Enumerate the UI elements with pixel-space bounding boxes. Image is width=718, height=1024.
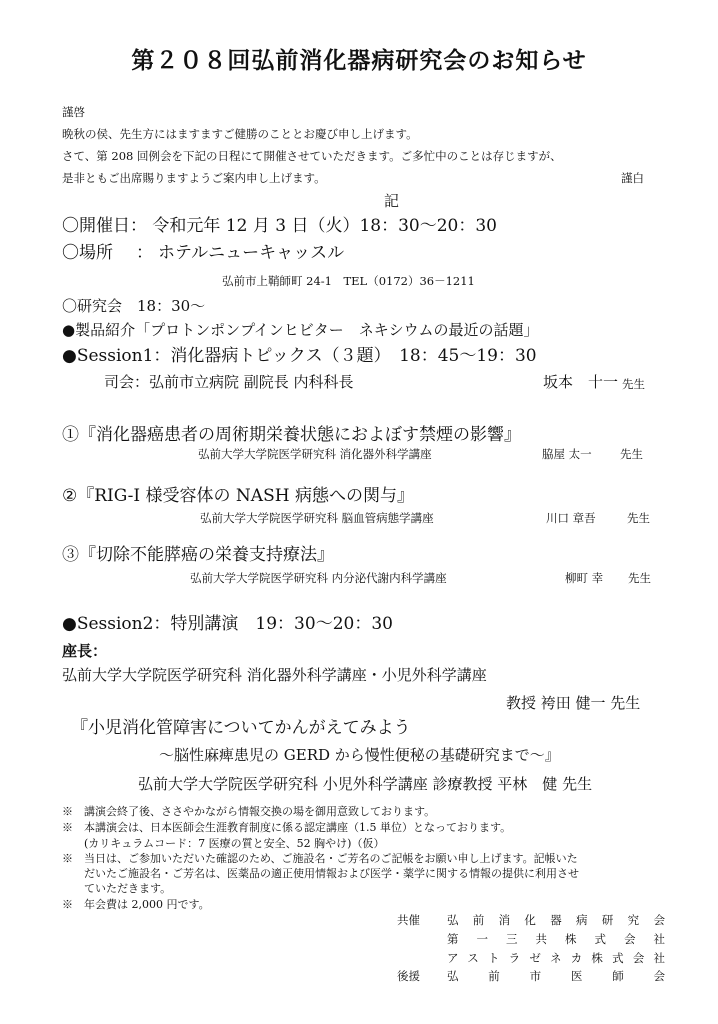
talk-3-suffix: 先生: [628, 571, 651, 585]
session1-chair-suffix: 先生: [622, 377, 645, 391]
cohost-3: アストラゼネカ株式会社: [447, 951, 665, 965]
cohost-1: 弘前消化器病研究会: [447, 913, 665, 927]
product-intro: ●製品紹介「プロトンポンプインヒビター ネキシウムの最近の話題」: [62, 321, 539, 339]
talk-1-affiliation: 弘前大学大学院医学研究科 消化器外科学講座: [198, 447, 432, 461]
session2-chair-label: 座長：: [62, 642, 108, 660]
talk-3-affiliation: 弘前大学大学院医学研究科 内分泌代謝内科学講座: [190, 571, 447, 585]
talk-2-speaker: 川口 章吾: [546, 511, 596, 525]
page-title: 第２０８回弘前消化器病研究会のお知らせ: [131, 47, 587, 74]
talk-2-title: ②『RIG-I 様受容体の NASH 病態への関与』: [62, 486, 414, 506]
note-3-end: ていただきます。: [62, 882, 172, 895]
greeting-closing: 謹白: [621, 171, 644, 185]
support-label: 後援: [397, 969, 420, 983]
greeting-line-2: さて、第 208 回例会を下記の日程にて開催させていただきます。ご多忙中のことは存じますが、: [62, 149, 562, 163]
talk-1-title: ①『消化器癌患者の周術期栄養状態におよぼす禁煙の影響』: [62, 425, 521, 445]
cohost-label: 共催: [397, 913, 420, 927]
greeting-opening: 謹啓: [62, 105, 85, 119]
session1-chair: 司会：弘前市立病院 副院長 内科科長: [104, 373, 354, 391]
talk-1-suffix: 先生: [620, 447, 643, 461]
talk-2-affiliation: 弘前大学大学院医学研究科 脳血管病態学講座: [200, 511, 434, 525]
session2-heading: ●Session2：特別講演 19：30～20：30: [62, 614, 393, 634]
note-2-cont: (カリキュラムコード：7 医療の質と安全、52 胸やけ)（仮）: [62, 837, 385, 850]
note-4: ※ 年会費は 2,000 円です。: [62, 898, 210, 911]
talk-1-speaker: 脇屋 太一: [542, 447, 592, 461]
lecture-subtitle: ～脳性麻痺患児の GERD から慢性便秘の基礎研究まで～』: [159, 746, 560, 764]
study-start: 〇研究会 18：30～: [62, 297, 206, 315]
venue-address: 弘前市上鞘師町 24-1 TEL（0172）36－1211: [222, 274, 475, 288]
greeting-line-1: 晩秋の侯、先生方にはますますご健勝のこととお慶び申し上げます。: [62, 127, 418, 141]
lecture-speaker: 弘前大学大学院医学研究科 小児外科学講座 診療教授 平林 健 先生: [138, 775, 593, 793]
talk-3-title: ③『切除不能膵癌の栄養支持療法』: [62, 545, 334, 565]
greeting-line-3: 是非ともご出席賜りますようご案内申し上げます。: [62, 171, 326, 185]
session1-chair-name: 坂本 十一: [543, 373, 619, 391]
session2-chair-affiliation: 弘前大学大学院医学研究科 消化器外科学講座・小児外科学講座: [62, 666, 487, 684]
venue-label: 〇場所: [62, 243, 113, 263]
note-3: ※ 当日は、ご参加いただいた確認のため、ご施設名・ご芳名のご記帳をお願い申し上げます。記帳いた: [62, 852, 578, 865]
note-1: ※ 講演会終了後、ささやかながら情報交換の場を御用意致しております。: [62, 805, 436, 818]
talk-3-speaker: 柳町 幸: [565, 571, 604, 585]
venue-name: ホテルニューキャッスル: [158, 243, 345, 263]
session1-heading: ●Session1：消化器病トピックス（３題） 18：45～19：30: [62, 346, 537, 366]
lecture-title: 『小児消化管障害についてかんがえてみよう: [71, 718, 411, 738]
venue-colon: ：: [136, 243, 153, 263]
talk-2-suffix: 先生: [627, 511, 650, 525]
session2-chair-name: 教授 袴田 健一 先生: [506, 694, 641, 712]
cohost-2: 第一三共株式会社: [447, 932, 665, 946]
support-org: 弘前市医師会: [447, 969, 665, 983]
note-3-cont: だいたご施設名・ご芳名は、医薬品の適正使用情報および医学・薬学に関する情報の提供に利用させ: [62, 867, 579, 880]
ki-mark: 記: [384, 192, 400, 210]
event-date: 〇開催日： 令和元年 12 月 3 日（火）18：30～20：30: [62, 216, 497, 236]
note-2: ※ 本講演会は、日本医師会生涯教育制度に係る認定講座（1.5 単位）となっております。: [62, 821, 512, 834]
